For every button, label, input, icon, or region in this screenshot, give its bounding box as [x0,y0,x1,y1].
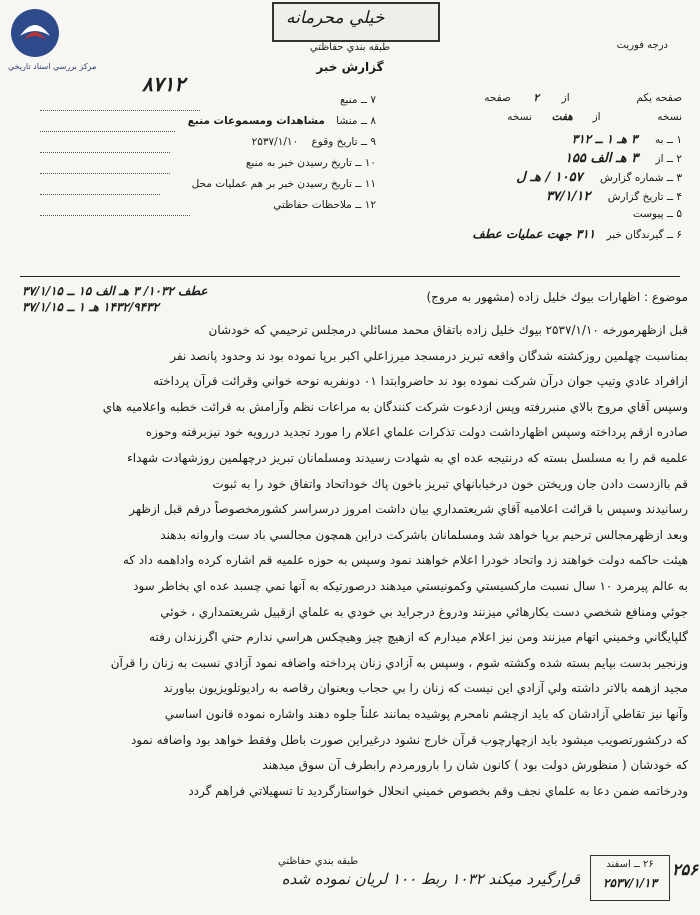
leader-line [40,194,160,195]
field-received-local [40,178,376,199]
field-label: نسخه [507,111,532,123]
leader-line [40,215,190,216]
field-value: مشاهدات ومسموعات منبع [187,115,325,127]
margin-note: عطف ۱۰۳۲/ ۳ هـ الف ۱۵ ــ ۳۷/۱/۱۵ [22,284,208,298]
right-field-list [410,92,682,246]
field-value: ۲ [533,92,540,104]
body-line: هيئت حاكمه دولت خواهند زد واتحاد خودرا اعلام خواهند نمود وسپس به حوزه علميه قم اشاره كرده واداهمه داد كه [122,553,688,568]
leader-line [40,110,200,111]
body-line: قبل ازظهرمورخه ۲۵۳۷/۱/۱۰ بيوك خليل زاده باتفاق محمد مسائلي درمجلس ترحيمي كه خودشان [208,323,688,337]
body-line: ودرخاتمه ضمن دعا به علماي نجف وقم بخصوص خميني انحلال خواستارگرديد تا تسهيلاتي فراهم گردد [188,783,688,798]
classification-label: طبقه بندي حفاظتي [309,42,391,53]
footer-classification: طبقه بندي حفاظتي [278,856,359,867]
field-label: ۸ ــ منشا [336,115,376,127]
report-title: گزارش خبر [316,60,384,74]
field-label: ۵ ــ پيوست [632,208,682,220]
field-label: ۴ ــ تاريخ گزارش [607,191,682,203]
field-label: از [592,111,601,123]
field-label: نسخه [657,111,682,123]
stamp-handwriting: خيلي محرمانه [286,8,385,28]
field-origin [40,115,376,136]
header-divider [20,276,680,277]
from-row [410,151,682,170]
leader-line [40,152,170,153]
receipt-stamp-line: ۲۶ ــ اسفند [606,859,654,870]
body-line: كه خودشان ( منظورش دولت بود ) كانون شان را بارورمردم رابطرف آن سوق ميدهند [262,758,688,773]
body-line: قم باازدست دادن جان وريختن خون درخيابانهاي تبريز باخون پاك خوداتحاد واتفاق خود را به ثبوت [212,476,688,491]
field-label: ۱۱ ــ تاريخ رسيدن خبر بر هم عمليات محل [191,178,376,190]
body-line: وآنها نيز تقاطي آزادشان كه بايد ازچشم نامحرم پوشيده بمانند علناً جلوه دهند واشاره نموده قانون اساسي [164,706,688,721]
handwritten-annotation: قرارگیرد ميكند ۱۰۳۲ ربط ۱۰۰ لريان نموده شده [281,870,580,888]
field-label: صفحه [484,92,511,104]
field-event-date [40,136,376,157]
archive-logo-icon [8,6,62,60]
page-of-row [410,92,682,111]
body-line: رسانيدند وسپس با قرائت اعلاميه آقاي شريعتمداري بيان داشت امروز درسراسر كشورمخصوصاً درقم قبل ازظهر [129,502,688,517]
left-field-list [40,94,376,220]
body-line: گلپايگاني وخميني اتهام ميزنند ومن نيز اعلام ميدارم كه ازهيچ چيز وهيچكس هراسي ندارم حتي اگرزندان رفته [149,630,688,645]
field-value: ۲۵۳۷/۱/۱۰ [251,136,299,148]
field-security-notes [40,199,376,220]
field-label: ۶ ــ گيرندگان خبر [606,229,682,241]
field-value: ۳۷/۱/۱۲ [545,189,591,204]
body-line: به عالم پيرمرد ۱۰ سال نسبت ماركسيستي وكمونيستي ميدهند درصورتيكه به آنها نمي چسبد عده اي بخاطر سود [133,578,688,593]
field-value: ۱۰۵۷ / هـ ل [516,170,583,185]
to-row [410,132,682,151]
field-label: ۱ ــ به [654,134,682,146]
field-value: ۳ هـ ۱ ــ ۳۱۲ [571,132,638,146]
leader-line [40,173,170,174]
logo-caption: مركز بررسي اسناد تاريخي [8,62,97,71]
field-label: ۳ ــ شماره گزارش [599,172,682,184]
body-line: وبعد ازظهرمجالس ترحيم برپا خواهد شد ومسلمانان باشركت دراين همچون مجالسي باد ست واروانه بدهند [160,527,688,542]
copy-of-row [410,111,682,130]
field-value: ۳ هـ الف ۱۵۵ [564,151,639,166]
subject-line: موضوع : اظهارات بيوك خليل زاده (مشهور به مروج) [426,290,688,304]
field-label: ۲ ــ از [655,153,682,165]
field-label: ۷ ــ منبع [339,94,376,106]
document-number: ۸۷۱۲ [142,72,185,96]
field-label: ۱۲ ــ ملاحظات حفاظتي [273,199,376,211]
receipt-stamp-box [590,855,670,901]
side-number: ۲۵۶ [672,860,698,879]
body-line: علميه قم را به مسلسل بسته كه درنتيجه عده اي به شهادت رسيدند ومسلمانان تبريز درچهلمين روزشهادت شهداء [127,450,688,465]
field-label: ۹ ــ تاريخ وقوع [311,136,376,148]
margin-note-2: ۱۴۳۲/۹۴۳۲ هـ ۱ ــ ۳۷/۱/۱۵ [22,300,159,314]
body-line: مجيد ازهمه بالاتر داشته ولي آزادي اين نيست كه زنان را بي حجاب وبعنوان رقاصه به راديوتلويزيون بياورند [163,681,688,696]
report-date-row [410,189,682,208]
recipients-row [410,227,682,246]
report-number-row [410,170,682,189]
body-line: وسپس آقاي مروج بالاي منبررفته وپس ازدعوت شركت كنندگان به مراعات نظم وآرامش به قرائت خطبه واعلاميه هاي [102,399,688,414]
body-line: بمناسبت چهلمين روزكشته شدگان واقعه تبريز درمسجد ميرزاعلي اكبر برپا نموده بود ند وحدود پانصد نفر [170,348,688,363]
body-line: وزنجير بدست بپايم بسته شده وكشته شوم ، وسپس به آزادي زنان پرداخته واضافه نمود آزادي نسبت به زنان را قرآن [110,655,688,670]
urgency-label: درجه فوريت [616,40,668,51]
field-label: از [561,92,570,104]
body-line: ازافراد عادي وتيپ جوان درآن شركت نموده بود ند حاضروابتدا ۰۱ دونفربه نوحه خواني وقرائت قرآن پرداخته [153,374,688,389]
body-line: صادره ازقم پرداخته وسپس اظهارداشت دولت تذكرات علماي اعلام را مورد تجديد دررويه خود نيزبرفته وحوزه [145,425,688,440]
receipt-stamp-date: ۲۵۳۷/۱/۱۳ [603,876,657,890]
body-line: جوئي ومنافع شخصي دست بكارهائي ميزنند ودروغ درجرايد بي خودي به علماي ازقبيل شريعتمداري ، خوئي [160,604,688,619]
field-label: صفحه يكم [636,92,682,104]
field-value: ۳۱۱ جهت عمليات عطف [472,227,596,241]
field-label: ۱۰ ــ تاريخ رسيدن خبر به منبع [245,157,376,169]
attachment-row [410,208,682,227]
body-line: كه دركشورتصويب ميشود بايد ازچهارچوب قرآن خارج نشود درغيراين صورت باطل وفقط خواهد بود واضافه نمود [130,732,688,747]
field-source [40,94,376,115]
field-value: هفت [551,111,573,123]
leader-line [40,131,175,132]
field-received-source [40,157,376,178]
report-body [22,318,688,804]
